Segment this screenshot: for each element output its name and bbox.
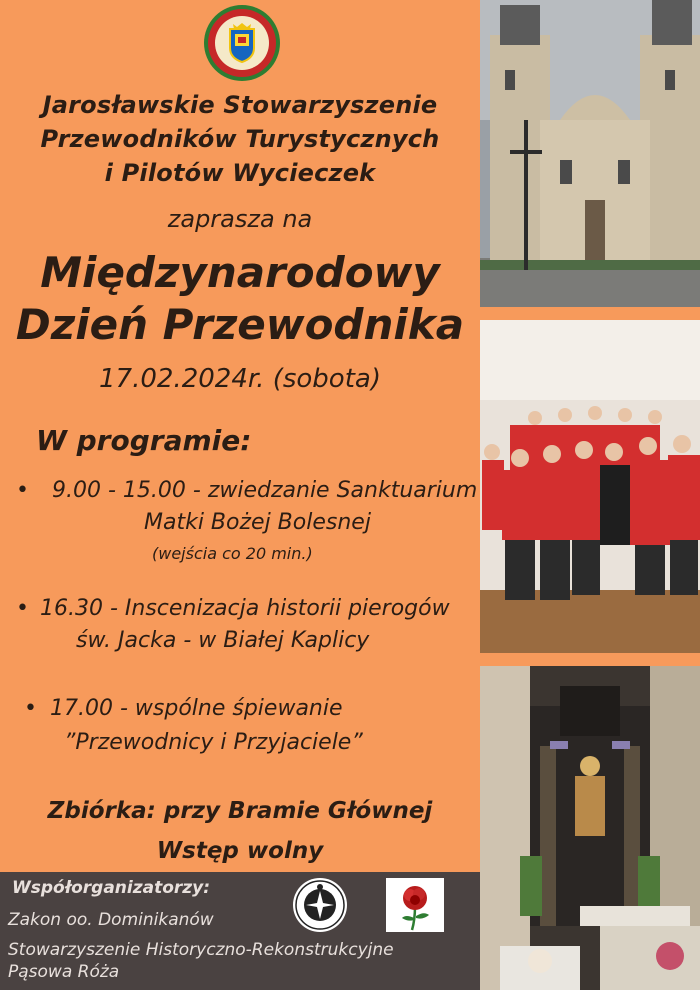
org-name-line2: Przewodników Turystycznych (40, 125, 440, 153)
footer-org3: Pąsowa Róża (8, 962, 120, 982)
footer-org1: Zakon oo. Dominikanów (8, 910, 214, 930)
event-title-line1: Międzynarodowy (40, 248, 440, 297)
meeting-point: Zbiórka: przy Bramie Głównej (47, 798, 433, 824)
program-item-2-line2: św. Jacka - w Białej Kaplicy (76, 628, 370, 653)
org-name-line1: Jarosławskie Stowarzyszenie (42, 91, 438, 119)
program-item-2-line1: 16.30 - Inscenizacja historii pierogów (40, 596, 450, 621)
program-item-3-line2: ”Przewodnicy i Przyjaciele” (64, 730, 363, 755)
bullet-icon: • (16, 478, 29, 503)
guides-group-photo (480, 320, 700, 653)
footer-org2: Stowarzyszenie Historyczno-Rekonstrukcyjne (8, 940, 394, 960)
chapel-interior-photo (480, 666, 700, 990)
rose-icon (386, 878, 444, 932)
event-title-line2: Dzień Przewodnika (15, 300, 465, 349)
footer-title: Współorganizatorzy: (12, 878, 211, 898)
bullet-icon: • (24, 696, 37, 721)
bullet-icon: • (16, 596, 29, 621)
invite-text: zaprasza na (167, 205, 313, 233)
rose-logo (386, 878, 444, 932)
program-item-1-line2: Matki Bożej Bolesnej (144, 510, 371, 535)
program-item-3-line1: 17.00 - wspólne śpiewanie (50, 696, 343, 721)
event-date: 17.02.2024r. (sobota) (99, 364, 381, 394)
association-logo (203, 4, 281, 82)
program-item-1-line1: 9.00 - 15.00 - zwiedzanie Sanktuarium (52, 478, 478, 503)
program-heading: W programie: (36, 424, 252, 457)
dominican-order-emblem (292, 877, 348, 933)
photo-column (480, 0, 700, 990)
program-item-1-note: (wejścia co 20 min.) (152, 544, 313, 563)
org-name-line3: i Pilotów Wycieczek (104, 159, 376, 187)
entry-info: Wstęp wolny (156, 838, 324, 864)
basilica-photo (480, 0, 700, 307)
